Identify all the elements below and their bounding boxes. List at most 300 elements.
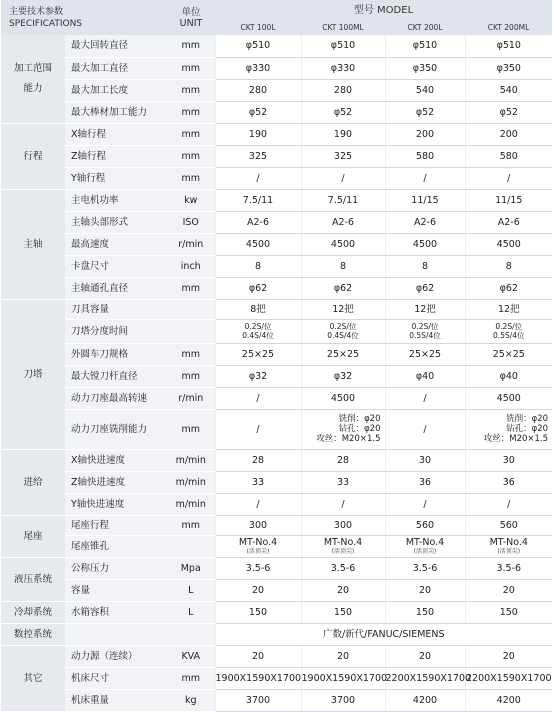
spec-value [301, 471, 385, 493]
spec-value-note: (活顶尖) [246, 548, 270, 555]
spec-value-text: 0.2S/位 0.5S/4位 [493, 322, 525, 340]
spec-item: 水箱容积 [65, 601, 167, 623]
spec-value [465, 409, 552, 449]
spec-value-text: 150 [248, 606, 268, 618]
spec-value-text: 190 [248, 128, 268, 140]
specifications-header [1, 0, 83, 35]
category-label: 冷却系统 [1, 601, 65, 623]
spec-value [301, 79, 385, 101]
spec-value-text: 4500 [496, 238, 521, 250]
spec-value [385, 79, 465, 101]
spec-value-text: 12把 [497, 303, 520, 315]
specifications-cn: 主要技术参数 [9, 6, 64, 17]
spec-value [301, 493, 385, 515]
spec-value-text: MT-No.4 [238, 537, 278, 548]
spec-value-text: / [423, 392, 427, 404]
spec-item: 容量 [65, 579, 167, 601]
spec-value [465, 387, 552, 409]
spec-value [465, 579, 552, 601]
spec-value-text: 20 [251, 584, 265, 596]
spec-value-text: 325 [333, 150, 353, 162]
spec-value [465, 57, 552, 79]
spec-value [385, 689, 465, 711]
spec-value-text: 540 [415, 84, 435, 96]
spec-value [301, 557, 385, 579]
spec-value [301, 667, 388, 689]
spec-value [385, 123, 465, 145]
spec-value [385, 515, 465, 535]
spec-value [301, 299, 385, 319]
spec-value-text: φ62 [415, 282, 435, 294]
spec-value-text: / [341, 172, 345, 184]
spec-unit: mm [167, 277, 215, 299]
spec-unit: mm [167, 515, 215, 535]
spec-value-text: 0.2S/位 0.4S/4位 [327, 322, 359, 340]
spec-value [465, 299, 552, 319]
spec-value [465, 189, 552, 211]
spec-value [465, 35, 552, 57]
spec-row [1, 299, 552, 319]
spec-value [215, 233, 301, 255]
spec-value-text: 7.5/11 [242, 194, 274, 206]
spec-value [385, 535, 465, 557]
spec-row [1, 343, 552, 365]
spec-value-text: 4200 [412, 694, 438, 706]
spec-value-text: φ40 [415, 370, 435, 382]
spec-value-text: 3700 [330, 694, 356, 706]
spec-value [385, 255, 465, 277]
spec-value [385, 645, 465, 667]
spec-item: 卡盘尺寸 [65, 255, 167, 277]
spec-unit: Mpa [167, 557, 215, 579]
category-label: 加工范围 能力 [1, 35, 65, 123]
spec-value-text: 20 [418, 584, 432, 596]
spec-value-text: 4500 [496, 392, 521, 404]
spec-value-text: 300 [333, 519, 353, 531]
spec-value-text: 12把 [332, 303, 354, 315]
spec-value-text: 33 [251, 476, 265, 488]
spec-value [385, 189, 465, 211]
spec-value [465, 343, 552, 365]
spec-value [465, 277, 552, 299]
spec-value-text: 150 [415, 606, 435, 618]
spec-value-text: 3.5-6 [496, 562, 522, 574]
spec-item: 外圆车刀规格 [65, 343, 167, 365]
category-label: 液压系统 [1, 557, 65, 601]
spec-rows [1, 35, 552, 711]
spec-unit: mm [167, 57, 215, 79]
spec-item: 刀塔分度时间 [65, 319, 167, 343]
spec-item: 尾座行程 [65, 515, 167, 535]
spec-value [465, 167, 552, 189]
spec-value-text: 2200X1590X1700 [465, 672, 552, 684]
spec-value [215, 667, 301, 689]
spec-value [215, 299, 301, 319]
spec-value [215, 535, 301, 557]
spec-item: X轴行程 [65, 123, 167, 145]
spec-value [301, 211, 385, 233]
spec-value [465, 493, 552, 515]
spec-value-text: 铣削：φ20 钻孔：φ20 攻丝：M20×1.5 [483, 414, 549, 444]
spec-value [301, 57, 385, 79]
spec-value [301, 449, 385, 471]
spec-value-text: φ52 [499, 106, 518, 118]
spec-unit: m/min [167, 493, 215, 515]
spec-value [465, 515, 552, 535]
spec-header-spacer [65, 0, 167, 20]
spec-value [385, 57, 465, 79]
spec-item: Z轴快进速度 [65, 471, 167, 493]
spec-value [385, 319, 465, 343]
spec-value [301, 409, 385, 449]
spec-unit: L [167, 579, 215, 601]
spec-value-text: 36 [502, 476, 515, 488]
spec-value-text: 2200X1590X1700 [385, 672, 472, 684]
spec-value [385, 493, 465, 515]
unit-en: UNIT [179, 17, 203, 29]
spec-value-text: / [256, 423, 260, 435]
spec-row [1, 689, 552, 711]
spec-value [215, 145, 301, 167]
spec-value-text: 25×25 [241, 348, 275, 360]
spec-value [385, 35, 465, 57]
spec-value-text: 8 [505, 260, 512, 272]
spec-value-text: φ62 [248, 282, 268, 294]
spec-value [215, 387, 301, 409]
spec-unit: mm [167, 365, 215, 387]
spec-value [215, 167, 301, 189]
spec-value [385, 365, 465, 387]
spec-item: 最大加工长度 [65, 79, 167, 101]
spec-value-text: 1900X1590X1700 [301, 672, 388, 684]
spec-value-text: 25×25 [492, 348, 525, 360]
spec-unit: inch [167, 255, 215, 277]
spec-value-text: / [256, 392, 260, 404]
spec-value [465, 255, 552, 277]
spec-value-text: φ330 [330, 62, 356, 74]
spec-unit: ISO [167, 211, 215, 233]
spec-value [385, 387, 465, 409]
spec-item: 主轴通孔直径 [65, 277, 167, 299]
spec-value-text: 20 [502, 584, 515, 596]
spec-value-text: A2-6 [413, 216, 436, 228]
spec-value [215, 343, 301, 365]
spec-value [215, 123, 301, 145]
spec-value-note: (活顶尖) [413, 548, 437, 555]
spec-value [215, 277, 301, 299]
spec-value [215, 409, 301, 449]
spec-value-text: 20 [418, 650, 432, 662]
spec-value-text: 280 [333, 84, 353, 96]
spec-item: 尾座锥孔 [65, 535, 167, 557]
spec-value-text: 4500 [245, 238, 271, 250]
spec-value [465, 601, 552, 623]
spec-value-text: 25×25 [326, 348, 360, 360]
spec-value [385, 449, 465, 471]
spec-value-text: 560 [415, 519, 435, 531]
spec-value-text: 3.5-6 [412, 562, 438, 574]
spec-unit: KVA [167, 645, 215, 667]
model-name: CKT 200L [385, 20, 465, 35]
spec-value [301, 689, 385, 711]
spec-item: 最大棒材加工能力 [65, 101, 167, 123]
spec-row [1, 409, 552, 449]
spec-value-text: 12把 [414, 303, 436, 315]
spec-value-text: 200 [499, 128, 518, 140]
spec-unit [167, 299, 215, 319]
spec-value [465, 557, 552, 579]
spec-value-text: φ510 [412, 40, 438, 52]
spec-value [465, 145, 552, 167]
spec-value-text: 36 [418, 476, 432, 488]
spec-value [465, 449, 552, 471]
spec-value-text: / [423, 172, 427, 184]
spec-value [385, 167, 465, 189]
spec-value [301, 319, 385, 343]
spec-value-text: A2-6 [331, 216, 354, 228]
spec-value-text: 铣削：φ20 钻孔：φ20 攻丝：M20×1.5 [316, 414, 381, 444]
spec-value-text: 560 [499, 519, 518, 531]
specifications-table [1, 0, 552, 712]
spec-value-text: φ32 [248, 370, 268, 382]
spec-row [1, 645, 552, 667]
spec-value [385, 409, 465, 449]
spec-value [465, 645, 552, 667]
spec-row [1, 255, 552, 277]
spec-value-text: 28 [336, 454, 350, 466]
spec-value [465, 79, 552, 101]
spec-unit: m/min [167, 471, 215, 493]
spec-value-text: φ510 [330, 40, 356, 52]
spec-value-text: 150 [499, 606, 518, 618]
spec-value [301, 515, 385, 535]
spec-value-text: 3700 [245, 694, 271, 706]
spec-value-text: / [256, 498, 260, 510]
spec-value [385, 211, 465, 233]
spec-row [1, 79, 552, 101]
spec-value: 广数/新代/FANUC/SIEMENS [215, 623, 552, 645]
spec-item: Y轴快进速度 [65, 493, 167, 515]
spec-row [1, 365, 552, 387]
spec-item: 最大镗刀杆直径 [65, 365, 167, 387]
spec-unit: mm [167, 167, 215, 189]
spec-value-text: 30 [418, 454, 432, 466]
spec-value [301, 387, 385, 409]
category-label: 数控系统 [1, 623, 65, 645]
spec-value [215, 319, 301, 343]
spec-value-text: 11/15 [495, 194, 523, 206]
spec-unit: r/min [167, 387, 215, 409]
spec-value-note: (活顶尖) [497, 548, 521, 555]
spec-value [301, 255, 385, 277]
spec-unit: mm [167, 667, 215, 689]
category-label: 尾座 [1, 515, 65, 557]
spec-value-text: 4500 [330, 392, 356, 404]
spec-value-text: MT-No.4 [323, 537, 363, 548]
spec-row [1, 535, 552, 557]
category-label: 其它 [1, 645, 65, 711]
spec-value-text: φ62 [333, 282, 353, 294]
spec-value-text: φ330 [245, 62, 271, 74]
spec-value-text: / [507, 498, 511, 510]
spec-item: Z轴行程 [65, 145, 167, 167]
spec-item: 最大加工直径 [65, 57, 167, 79]
spec-row [1, 211, 552, 233]
spec-value [215, 689, 301, 711]
spec-row [1, 145, 552, 167]
spec-row [1, 515, 552, 535]
spec-value-text: 150 [333, 606, 353, 618]
spec-unit: m/min [167, 449, 215, 471]
spec-value [301, 35, 385, 57]
spec-value [385, 277, 465, 299]
spec-value [465, 101, 552, 123]
spec-value-text: / [423, 423, 427, 435]
spec-value-text: 3.5-6 [330, 562, 356, 574]
spec-value-text: 20 [336, 650, 350, 662]
spec-item: X轴快进速度 [65, 449, 167, 471]
spec-value-text: / [341, 498, 345, 510]
spec-value-text: 8 [254, 260, 262, 272]
spec-value-text: 20 [336, 584, 350, 596]
spec-value [215, 189, 301, 211]
spec-unit: mm [167, 145, 215, 167]
spec-value [385, 601, 465, 623]
spec-value-text: 200 [415, 128, 435, 140]
spec-value [385, 667, 472, 689]
spec-unit [167, 623, 215, 645]
spec-value [301, 601, 385, 623]
spec-row [1, 557, 552, 579]
spec-value-text: φ40 [499, 370, 518, 382]
spec-row [1, 387, 552, 409]
spec-row [1, 579, 552, 601]
spec-value-text: A2-6 [246, 216, 269, 228]
spec-item: 机床尺寸 [65, 667, 167, 689]
category-label: 行程 [1, 123, 65, 189]
model-name: CKT 100ML [301, 20, 385, 35]
spec-row [1, 493, 552, 515]
spec-row [1, 277, 552, 299]
spec-value [301, 343, 385, 365]
spec-value-text: φ52 [415, 106, 435, 118]
spec-value-text: 20 [502, 650, 515, 662]
spec-value [215, 35, 301, 57]
spec-value-text: 30 [502, 454, 515, 466]
spec-value-text: MT-No.4 [489, 537, 528, 548]
specifications-en: SPECIFICATIONS [9, 18, 83, 29]
spec-item: 刀具容量 [65, 299, 167, 319]
spec-row [1, 233, 552, 255]
spec-value-text: 11/15 [411, 194, 439, 206]
spec-value-text: / [256, 172, 260, 184]
spec-value [301, 579, 385, 601]
spec-row [1, 601, 552, 623]
model-name: CKT 100L [215, 20, 301, 35]
spec-value [215, 449, 301, 471]
spec-value-text: 3.5-6 [245, 562, 271, 574]
spec-value [301, 365, 385, 387]
spec-row [1, 35, 552, 57]
spec-value [385, 101, 465, 123]
spec-value [215, 493, 301, 515]
spec-item: 最高速度 [65, 233, 167, 255]
spec-unit: mm [167, 343, 215, 365]
spec-value-text: 4500 [330, 238, 356, 250]
category-label: 主轴 [1, 189, 65, 299]
spec-value [301, 233, 385, 255]
spec-item: 机床重量 [65, 689, 167, 711]
spec-value-text: 25×25 [408, 348, 442, 360]
spec-value-text: / [423, 498, 427, 510]
spec-value-text: 0.2S/位 0.4S/4位 [242, 322, 274, 340]
spec-value [385, 145, 465, 167]
spec-unit: r/min [167, 233, 215, 255]
spec-item: 动力源（连续） [65, 645, 167, 667]
spec-value-text: 8把 [250, 303, 266, 315]
spec-value-text: φ52 [333, 106, 353, 118]
spec-value [465, 319, 552, 343]
model-name: CKT 200ML [465, 20, 552, 35]
spec-value [215, 255, 301, 277]
spec-value-text: 4200 [496, 694, 521, 706]
spec-row [1, 667, 552, 689]
spec-value [385, 471, 465, 493]
spec-row [1, 471, 552, 493]
spec-value-text: φ510 [245, 40, 271, 52]
spec-value-text: 190 [333, 128, 353, 140]
spec-unit: kw [167, 189, 215, 211]
spec-value [301, 145, 385, 167]
spec-value-note: (活顶尖) [331, 548, 355, 555]
spec-value [215, 211, 301, 233]
spec-value [301, 189, 385, 211]
spec-value-text: 1900X1590X1700 [215, 672, 302, 684]
spec-value-text: φ510 [496, 40, 521, 52]
spec-value [215, 57, 301, 79]
spec-row [1, 57, 552, 79]
spec-row [1, 319, 552, 343]
spec-value-text: 0.2S/位 0.5S/4位 [409, 322, 441, 340]
spec-item: Y轴行程 [65, 167, 167, 189]
spec-row [1, 123, 552, 145]
spec-value-text: 7.5/11 [327, 194, 359, 206]
spec-value [465, 365, 552, 387]
spec-unit: mm [167, 79, 215, 101]
spec-value [385, 579, 465, 601]
unit-header [167, 0, 215, 35]
spec-value [465, 535, 552, 557]
spec-row [1, 449, 552, 471]
spec-value-text: φ350 [412, 62, 438, 74]
spec-value [465, 211, 552, 233]
spec-value [215, 601, 301, 623]
spec-value [465, 689, 552, 711]
spec-value [301, 277, 385, 299]
spec-value [301, 645, 385, 667]
spec-unit: kg [167, 689, 215, 711]
spec-value [465, 667, 552, 689]
spec-unit [167, 535, 215, 557]
spec-value [385, 557, 465, 579]
spec-value-text: 20 [251, 650, 265, 662]
spec-value [301, 123, 385, 145]
spec-unit: mm [167, 409, 215, 449]
spec-value-text: 8 [421, 260, 429, 272]
spec-value-text: 8 [339, 260, 347, 272]
spec-value-text: 280 [248, 84, 268, 96]
spec-unit: L [167, 601, 215, 623]
